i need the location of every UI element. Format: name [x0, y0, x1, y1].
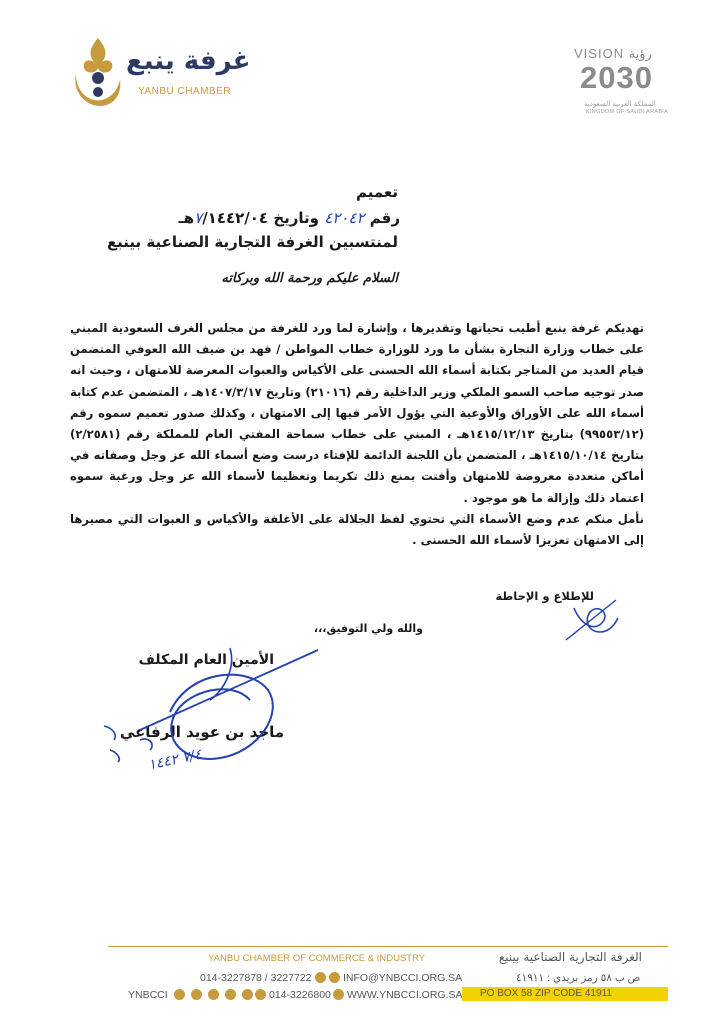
vision-kingdom-ar: المملكة العربية السعودية	[584, 100, 656, 108]
footer-org-ar: الغرفة التجارية الصناعية بينبع	[498, 950, 642, 964]
vision-2030-logo	[574, 46, 678, 116]
body-paragraph: نأمل منكم عدم وضع الأسماء التي تحتوي لفظ الجلالة على الأغلفة والأكياس و العبوات التي مصيرها إلى الامتهان تعزيزا لأسماء الله الحسنى .	[70, 511, 644, 548]
snapchat-icon	[242, 989, 253, 1000]
footer-phone-1	[200, 972, 329, 984]
recipients-line: لمنتسبين الغرفة التجارية الصناعية بينبع	[106, 233, 398, 251]
phone-1-text: 014-3227878 / 3227722	[200, 972, 312, 984]
instagram-icon	[191, 989, 202, 1000]
footer-po-ar: ص ب ٥٨ رمز بريدي : ٤١٩١١	[516, 972, 641, 984]
footer-social	[128, 989, 256, 1001]
social-handle: YNBCCI	[128, 989, 168, 1001]
footer-email	[326, 972, 462, 984]
yanbu-chamber-logo	[68, 34, 251, 112]
po-en-text: PO BOX 58 ZIP CODE 41911	[480, 988, 612, 999]
email-icon	[329, 972, 340, 983]
signature-date: ٧/٤ ١٤٤٢	[146, 746, 204, 774]
web-icon	[333, 989, 344, 1000]
greeting: السلام عليكم ورحمة الله وبركاته	[221, 271, 398, 286]
phone-2-text: 014-3226800	[269, 989, 331, 1001]
footer-phone-2	[252, 989, 331, 1001]
number-prefix: رقم	[369, 209, 400, 227]
date-rest: /١٤٤٢/٠٤هـ	[178, 209, 269, 227]
body-paragraph: تهديكم غرفة ينبع أطيب تحياتها وتقديرها ، وإشارة لما ورد للغرفة من مجلس الغرف السعودية المبني على خطاب وزارة التجارة بشأن ما ورد للوزارة خطاب المواطن / فهد بن ضيف الله العوفي المتضمن قيام العديد من المتاجر بكتابة أسماء الله الحسنى على الأكياس والعبوات المعرضة للامتهان ، وحيث انه صدر توجيه صاحب السمو الملكي وزير الداخلية رقم (٢١٠١٦) وتاريخ ١٤٠٧/٣/١٧هـ ، المتضمن عدم كتابة أسماء الله على الأوراق والأوعية التي يؤول الأمر فيها إلى الامتهان ، وكذلك صدور تعميم سموه رقم (٩٩٥٥٣/١٢) بتاريخ ١٤١٥/١٢/١٣هـ ، المبني على خطاب سماحة المفتي العام للمملكة رقم (٢/٢٥٨١) بتاريخ ١٤١٥/١٠/١٤هـ ، المتضمن بأن اللجنة الدائمة للإفتاء درست وضع أسماء الله عز وجل وصفاته في أماكن متعددة معروضة للامتهان وأفتت بمنع ذلك تكريما وتعظيما لأسماء الله عز وجل ورغبة سموه اعتماد ذلك وإزالة ما هو موجود .	[70, 321, 645, 505]
letter-body	[70, 318, 644, 551]
signer-title: الأمين العام المكلف	[138, 652, 274, 668]
twitter-icon	[208, 989, 219, 1000]
logo-english-text: YANBU CHAMBER	[138, 86, 231, 97]
youtube-icon	[225, 989, 236, 1000]
closing-line: للإطلاع و الإحاطة	[495, 589, 594, 603]
vision-label: VISION رؤية	[574, 46, 652, 61]
footer-divider	[108, 946, 668, 947]
vision-year: 2030	[580, 60, 653, 95]
footer	[0, 935, 724, 1024]
signer-name: ماجد بن عويد الرفاعي	[119, 723, 284, 741]
footer-website	[330, 989, 463, 1001]
chamber-emblem-icon	[68, 34, 124, 108]
reference-number-line	[179, 209, 400, 227]
thanks-line: والله ولي التوفيق،،،	[313, 622, 423, 635]
vision-kingdom-en: KINGDOM OF SAUDI ARABIA	[586, 109, 669, 115]
fax-icon	[255, 989, 266, 1000]
handwritten-number: ٤٢٠٤٢	[324, 209, 365, 227]
email-text: INFO@YNBCCI.ORG.SA	[343, 972, 463, 984]
phone-icon	[315, 972, 326, 983]
date-prefix: وتاريخ	[273, 209, 319, 227]
website-text: WWW.YNBCCI.ORG.SA	[347, 989, 463, 1001]
footer-org-en: YANBU CHAMBER OF COMMERCE & INDUSTRY	[208, 953, 426, 964]
logo-arabic-text: غرفة ينبع	[126, 46, 251, 76]
footer-po-en-highlight	[462, 987, 668, 1001]
letter-title: تعميم	[355, 183, 398, 201]
handwritten-day: ٧	[194, 209, 203, 227]
facebook-icon	[174, 989, 185, 1000]
